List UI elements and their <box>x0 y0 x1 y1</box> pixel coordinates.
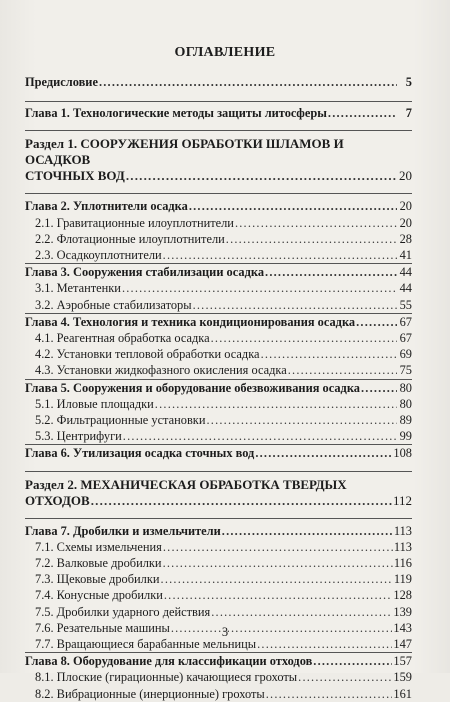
toc-entry-label: 7.2. Валковые дробилки <box>35 556 162 571</box>
toc-entry-page: 112 <box>392 492 412 508</box>
toc-entry-2-2[interactable] <box>25 231 412 247</box>
toc-entry-7-4[interactable] <box>25 587 412 603</box>
toc-entry-page: 116 <box>393 556 412 571</box>
leader-dots <box>255 445 392 461</box>
leader-dots <box>122 280 397 296</box>
leader-dots <box>265 264 397 280</box>
leader-dots <box>164 587 393 603</box>
toc-entry-label: 4.3. Установки жидкофазного окисления осадка <box>35 363 287 378</box>
divider <box>25 193 412 194</box>
toc-entry-3-2[interactable] <box>25 297 412 313</box>
toc-entry-7-2[interactable] <box>25 555 412 571</box>
toc-entry-chapter-2[interactable] <box>25 198 412 214</box>
toc-entry-page: 159 <box>393 670 412 685</box>
toc-entry-page: 69 <box>399 347 412 362</box>
leader-dots <box>313 653 392 669</box>
toc-entry-chapter-7[interactable] <box>25 523 412 539</box>
toc-entry-page: 20 <box>399 168 412 184</box>
toc-entry-label: Глава 3. Сооружения стабилизации осадка <box>25 265 265 280</box>
toc-entry-5-3[interactable] <box>25 428 412 444</box>
toc-entry-page: 80 <box>399 380 412 395</box>
toc-entry-5-2[interactable] <box>25 412 412 428</box>
toc-entry-label: 3.1. Метантенки <box>35 281 121 296</box>
leader-dots <box>361 380 397 396</box>
toc-entry-4-1[interactable] <box>25 330 412 346</box>
toc-entry-8-2[interactable] <box>25 686 412 702</box>
leader-dots <box>193 297 397 313</box>
toc-entry-page: 55 <box>399 297 412 312</box>
divider <box>25 471 412 472</box>
leader-dots <box>211 330 397 346</box>
toc-entry-7-3[interactable] <box>25 571 412 587</box>
toc-title: ОГЛАВЛЕНИЕ <box>174 45 276 60</box>
toc-entry-label: 2.3. Осадкоуплотнители <box>35 248 162 263</box>
toc-entry-label: 7.4. Конусные дробилки <box>35 588 163 603</box>
divider <box>25 518 412 519</box>
toc-entry-label: Глава 7. Дробилки и измельчители <box>25 523 221 538</box>
toc-entry-label: 8.1. Плоские (гирационные) качающиеся грохоты <box>35 670 298 685</box>
leader-dots <box>261 346 397 362</box>
toc-entry-label: 7.5. Дробилки ударного действия <box>35 604 211 619</box>
page-number: 3 <box>221 625 229 639</box>
toc-entry-page: 157 <box>393 654 412 669</box>
toc-entry-2-1[interactable] <box>25 215 412 231</box>
leader-dots <box>163 539 393 555</box>
toc-entry-chapter-1[interactable] <box>25 105 412 121</box>
leader-dots <box>266 686 393 702</box>
section-title-line-1: Раздел 2. МЕХАНИЧЕСКАЯ ОБРАБОТКА ТВЕРДЫХ <box>25 476 347 492</box>
table-of-contents <box>25 62 412 702</box>
section-title-line-1: Раздел 1. СООРУЖЕНИЯ ОБРАБОТКИ ШЛАМОВ И ОСАДКОВ <box>25 136 344 168</box>
toc-entry-label: Глава 2. Уплотнители осадка <box>25 199 188 214</box>
toc-entry-label: 5.3. Центрифуги <box>35 429 122 444</box>
toc-entry-page: 67 <box>399 314 412 329</box>
toc-entry-page: 113 <box>393 539 412 554</box>
leader-dots <box>298 669 392 685</box>
leader-dots <box>356 314 397 330</box>
toc-entry-label: 2.2. Флотационные илоуплотнители <box>35 231 225 246</box>
toc-entry-page: 20 <box>399 199 412 214</box>
toc-entry-label: 4.2. Установки тепловой обработки осадка <box>35 347 260 362</box>
leader-dots <box>99 74 397 90</box>
toc-entry-label: 3.2. Аэробные стабилизаторы <box>35 297 192 312</box>
toc-entry-5-1[interactable] <box>25 396 412 412</box>
toc-entry-page: 41 <box>399 248 412 263</box>
leader-dots <box>91 493 392 509</box>
leader-dots <box>288 362 397 378</box>
toc-entry-preface[interactable] <box>25 74 412 90</box>
toc-entry-page: 139 <box>393 604 412 619</box>
toc-entry-section-1[interactable] <box>25 136 412 184</box>
toc-entry-4-2[interactable] <box>25 346 412 362</box>
toc-entry-3-1[interactable] <box>25 280 412 296</box>
toc-entry-page: 143 <box>393 620 412 635</box>
leader-dots <box>235 215 397 231</box>
leader-dots <box>226 231 397 247</box>
toc-entry-chapter-5[interactable] <box>25 380 412 396</box>
toc-entry-page: 67 <box>399 331 412 346</box>
toc-entry-page: 113 <box>393 523 412 538</box>
toc-entry-page: 5 <box>405 75 412 89</box>
toc-entry-label: Глава 6. Утилизация осадка сточных вод <box>25 446 255 461</box>
toc-entry-page: 44 <box>399 281 412 296</box>
toc-entry-page: 75 <box>399 363 412 378</box>
toc-entry-label: 7.3. Щековые дробилки <box>35 572 160 587</box>
toc-entry-chapter-8[interactable] <box>25 653 412 669</box>
leader-dots <box>328 105 397 121</box>
toc-entry-page: 128 <box>393 588 412 603</box>
section-title-line-2: СТОЧНЫХ ВОД <box>25 168 125 184</box>
toc-entry-chapter-3[interactable] <box>25 264 412 280</box>
toc-entry-label: Глава 1. Технологические методы защиты литосферы <box>25 106 327 121</box>
toc-entry-label: 5.2. Фильтрационные установки <box>35 413 206 428</box>
toc-entry-label: 7.6. Резательные машины <box>35 620 170 635</box>
leader-dots <box>123 428 397 444</box>
toc-entry-label: Глава 8. Оборудование для классификации отходов <box>25 654 313 669</box>
toc-entry-label: Предисловие <box>25 75 98 89</box>
leader-dots <box>163 555 393 571</box>
divider <box>25 130 412 131</box>
toc-entry-label: 7.1. Схемы измельчения <box>35 539 162 554</box>
toc-entry-page: 119 <box>393 572 412 587</box>
toc-entry-label: 8.2. Вибрационные (инерционные) грохоты <box>35 686 265 701</box>
toc-entry-page: 89 <box>399 413 412 428</box>
leader-dots <box>211 604 392 620</box>
divider <box>25 101 412 102</box>
toc-entry-page: 44 <box>399 265 412 280</box>
leader-dots <box>155 396 397 412</box>
toc-entry-label: 4.1. Реагентная обработка осадка <box>35 331 210 346</box>
toc-entry-7-1[interactable] <box>25 539 412 555</box>
toc-entry-page: 7 <box>405 106 412 121</box>
toc-entry-page: 99 <box>399 429 412 444</box>
leader-dots <box>126 168 397 184</box>
toc-entry-page: 80 <box>399 396 412 411</box>
toc-entry-7-5[interactable] <box>25 604 412 620</box>
toc-entry-4-3[interactable] <box>25 362 412 378</box>
toc-entry-page: 147 <box>393 637 412 652</box>
section-title-line-2: ОТХОДОВ <box>25 492 90 508</box>
toc-entry-8-1[interactable] <box>25 669 412 685</box>
toc-entry-label: 2.1. Гравитационные илоуплотнители <box>35 215 234 230</box>
toc-entry-chapter-6[interactable] <box>25 445 412 461</box>
toc-entry-page: 108 <box>393 446 412 461</box>
toc-entry-page: 28 <box>399 231 412 246</box>
leader-dots <box>161 571 393 587</box>
leader-dots <box>189 198 397 214</box>
leader-dots <box>222 523 393 539</box>
toc-entry-label: Глава 4. Технология и техника кондиционирования осадка <box>25 314 356 329</box>
toc-entry-2-3[interactable] <box>25 247 412 263</box>
toc-entry-section-2[interactable] <box>25 477 412 509</box>
toc-entry-label: 5.1. Иловые площадки <box>35 396 154 411</box>
toc-entry-page: 20 <box>399 215 412 230</box>
toc-entry-label: Глава 5. Сооружения и оборудование обезвоживания осадка <box>25 380 360 395</box>
leader-dots <box>206 412 397 428</box>
toc-entry-label: 7.7. Вращающиеся барабанные мельницы <box>35 637 257 652</box>
toc-entry-page: 161 <box>393 686 412 701</box>
toc-entry-chapter-4[interactable] <box>25 314 412 330</box>
leader-dots <box>163 247 397 263</box>
